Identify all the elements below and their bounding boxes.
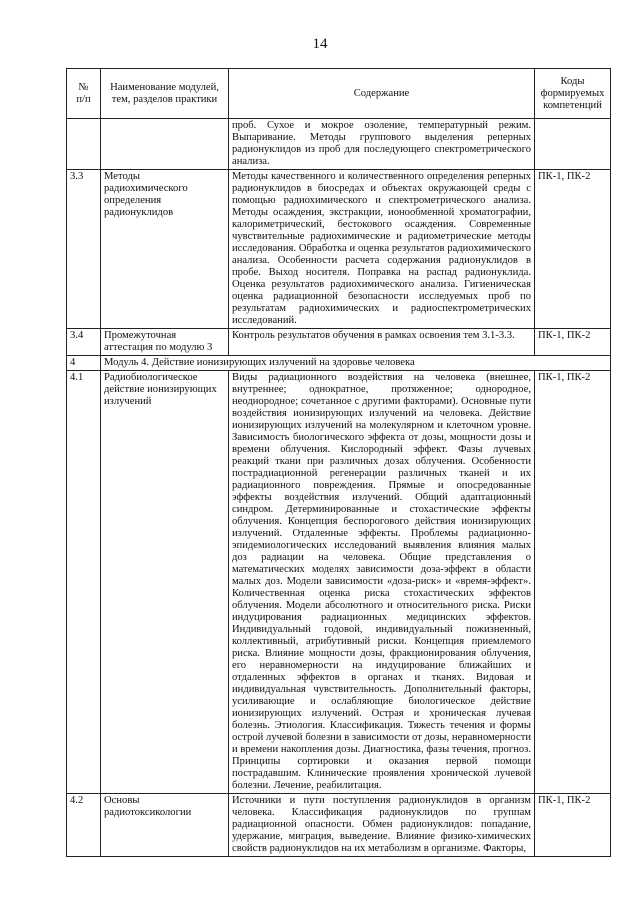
table-row bbox=[67, 329, 611, 356]
row-codes: ПК-1, ПК-2 bbox=[535, 794, 611, 857]
row-codes: ПК-1, ПК-2 bbox=[535, 371, 611, 794]
table-row bbox=[67, 170, 611, 329]
row-num bbox=[67, 119, 101, 170]
row-name: Методы радиохимического определения радионуклидов bbox=[101, 170, 229, 329]
row-name: Основы радиотоксикологии bbox=[101, 794, 229, 857]
header-num: № п/п bbox=[67, 69, 101, 119]
table-header-row bbox=[67, 69, 611, 119]
row-content: Методы качественного и количественного определения реперных радионуклидов в биосредах и объектах окружающей среды с помощью радиохимического и спектрометрического анализа. Методы осаждения, экстракции, ионообменной хроматографии, калориметрический, бестокового осаждения. Современные чувствительные радиохимические и радиометрические методы исследования. Обработка и оценка результатов радиохимического анализа. Особенности расчета содержания радионуклидов в пробе. Выход носителя. Поправка на распад радионуклида. Оценка результатов радиохимического анализа. Гигиеническая оценка радиационной безопасности исследуемых проб по результатам радиохимических и радиоспектрометрических исследований. bbox=[229, 170, 535, 329]
module-row bbox=[67, 356, 611, 371]
row-num: 3.4 bbox=[67, 329, 101, 356]
row-content: проб. Сухое и мокрое озоление, температурный режим. Выпаривание. Методы группового выделения реперных радионуклидов из проб для последующего спектрометрического анализа. bbox=[229, 119, 535, 170]
page-number: 14 bbox=[312, 36, 328, 52]
header-content: Содержание bbox=[229, 69, 535, 119]
row-content: Контроль результатов обучения в рамках освоения тем 3.1-3.3. bbox=[229, 329, 535, 356]
row-num: 3.3 bbox=[67, 170, 101, 329]
row-content: Виды радиационного воздействия на человека (внешнее, внутреннее; однократное, протяженное; однородное, неоднородное; сочетанное с другими факторами). Основные пути воздействия ионизирующих излучений на человека. Действие ионизирующих излучений на молекулярном и клеточном уровне. Зависимость биологического эффекта от дозы, мощности дозы и времени облучения. Кислородный эффект. Фазы лучевых реакций ткани при различных дозах облучения. Особенности пострадиационной регенерации различных тканей и их радиационного повреждения. Прямые и опосредованные эффекты воздействия излучений. Общий адаптационный синдром. Детерминированные и стохастические эффекты облучения. Концепция беспорогового действия ионизирующих излучений. Отдаленные эффекты. Проблемы радиационно-эпидемиологических исследований выявления влияния малых доз радиации на человека. Общие представления о математических моделях зависимости доза-эффект в области малых доз. Модели зависимости «доза-риск» и «время-эффект». Количественная оценка риска стохастических эффектов облучения. Модели абсолютного и относительного риска. Риски индуцирования радиационных медицинских эффектов. Индивидуальный годовой, индивидуальный пожизненный, коллективный, атрибутивный риски. Концепция приемлемого риска. Влияние мощности дозы, фракционирования облучения, его неравномерности на индуцирование ближайших и отдаленных эффектов в органах и тканях. Видовая и индивидуальная чувствительность. Дополнительный факторы, усиливающие и ослабляющие биологическое действие ионизирующих излучений. Острая и хроническая лучевая болезнь. Этиология. Классификация. Тяжесть течения и формы острой лучевой болезни в зависимости от дозы, неравномерности и времени накопления дозы. Диагностика, фазы течения, прогноз. Принципы сортировки и оказания первой помощи пострадавшим. Клинические проявления хронической лучевой болезни. Лечение, реабилитация. bbox=[229, 371, 535, 794]
module-num: 4 bbox=[67, 356, 101, 371]
table-row bbox=[67, 119, 611, 170]
row-codes: ПК-1, ПК-2 bbox=[535, 329, 611, 356]
header-name: Наименование модулей, тем, разделов практики bbox=[101, 69, 229, 119]
row-codes: ПК-1, ПК-2 bbox=[535, 170, 611, 329]
table-row bbox=[67, 794, 611, 857]
row-name bbox=[101, 119, 229, 170]
table-row bbox=[67, 371, 611, 794]
row-name: Промежуточная аттестация по модулю 3 bbox=[101, 329, 229, 356]
row-codes bbox=[535, 119, 611, 170]
curriculum-table bbox=[66, 68, 611, 857]
row-num: 4.1 bbox=[67, 371, 101, 794]
row-content: Источники и пути поступления радионуклидов в организм человека. Классификация радионуклидов по группам радиационной опасности. Обмен радионуклидов: попадание, удержание, миграция, выведение. Влияние физико-химических свойств радионуклидов на их метаболизм в организме. Факторы, bbox=[229, 794, 535, 857]
row-num: 4.2 bbox=[67, 794, 101, 857]
module-title: Модуль 4. Действие ионизирующих излучений на здоровье человека bbox=[101, 356, 611, 371]
row-name: Радиобиологическое действие ионизирующих излучений bbox=[101, 371, 229, 794]
header-codes: Коды формируемых компетенций bbox=[535, 69, 611, 119]
